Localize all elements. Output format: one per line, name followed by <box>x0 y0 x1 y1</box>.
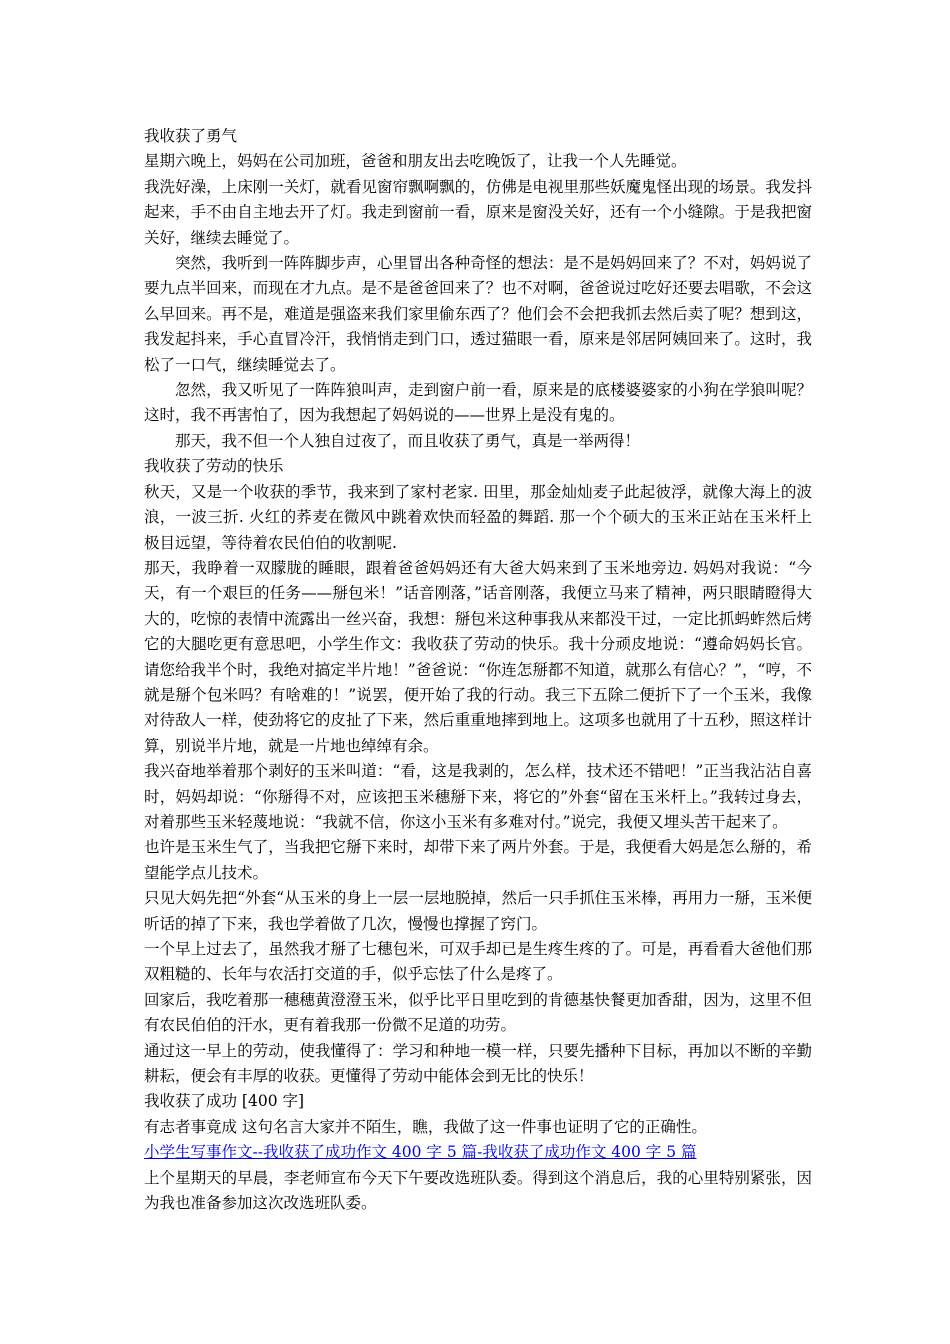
heading-courage: 我收获了勇气 <box>144 127 238 145</box>
paragraph: 忽然，我又听见了一阵阵狼叫声，走到窗户前一看，原来是的底楼婆婆家的小狗在学狼叫呢？这时，我不再害怕了，因为我想起了妈妈说的——世界上是没有鬼的。 <box>144 381 812 425</box>
paragraph: 我洗好澡，上床刚一关灯，就看见窗帘飘啊飘的，仿佛是电视里那些妖魔鬼怪出现的场景。我发抖起来，手不由自主地去开了灯。我走到窗前一看，原来是窗没关好，还有一个小缝隙。于是我把窗关好，继续去睡觉了。 <box>144 177 812 247</box>
link-line <box>144 1140 812 1165</box>
paragraph: 我兴奋地举着那个剥好的玉米叫道：“看，这是我剥的，怎么样，技术还不错吧！”正当我沾沾自喜时，妈妈却说：“你掰得不对，应该把玉米穗掰下来，将它的”外套“留在玉米杆上。”我转过身去，对着那些玉米轻蔑地说：“我就不信，你这小玉米有多难对付。”说完，我便又埋头苦干起来了。 <box>144 762 812 831</box>
paragraph: 那天，我睁着一双朦胧的睡眼，跟着爸爸妈妈还有大爸大妈来到了玉米地旁边. 妈妈对我说：“今天，有一个艰巨的任务——掰包米！”话音刚落，”话音刚落，我便立马来了精神，两只眼睛瞪得大大的，吃惊的表情中流露出一丝兴奋，我想：掰包米这种事我从来都没干过，一定比抓蚂蚱然后烤它的大腿吃更有意思吧，小学生作文：我收获了劳动的快乐。我十分顽皮地说：“遵命妈妈长官。请您给我半个时，我绝对搞定半片地！”爸爸说：“你连怎掰都不知道，就那么有信心？”，“哼，不就是掰个包米吗？有啥难的！”说罢，便开始了我的行动。我三下五除二便折下了一个玉米，我像对待敌人一样，使劲将它的皮扯了下来，然后重重地摔到地上。这项多也就用了十五秒，照这样计算，别说半片地，就是一片地也绰绰有余。 <box>144 558 812 755</box>
paragraph: 秋天，又是一个收获的季节，我来到了家村老家. 田里，那金灿灿麦子此起彼浮，就像大海上的波浪，一波三折. 火红的荞麦在微风中跳着欢快而轻盈的舞蹈. 那一个个硕大的玉米正站在玉米杆上极目远望，等待着农民伯伯的收割呢. <box>144 482 812 552</box>
paragraph: 上个星期天的早晨，李老师宣布今天下午要改选班队委。得到这个消息后，我的心里特别紧张，因为我也准备参加这次改选班队委。 <box>144 1168 812 1213</box>
paragraph: 那天，我不但一个人独自过夜了，而且收获了勇气，真是一举两得！ <box>175 431 641 450</box>
document-page <box>144 124 812 1216</box>
paragraph: 通过这一早上的劳动，使我懂得了：学习和种地一模一样，只要先播种下目标，再加以不断的辛勤耕耘，便会有丰厚的收获。更懂得了劳动中能体会到无比的快乐！ <box>144 1041 812 1086</box>
paragraph: 星期六晚上，妈妈在公司加班，爸爸和朋友出去吃晚饭了，让我一个人先睡觉。 <box>144 152 687 171</box>
paragraph: 只见大妈先把“外套“从玉米的身上一层一层地脱掉，然后一只手抓住玉米棒，再用力一掰，玉米便听话的掉了下来，我也学着做了几次，慢慢也撑握了窍门。 <box>144 889 812 933</box>
paragraph: 也许是玉米生气了，当我把它掰下来时，却带下来了两片外套。于是，我便看大妈是怎么掰的，希望能学点儿技术。 <box>144 838 812 882</box>
paragraph: 有志者事竟成 这句名言大家并不陌生，瞧，我做了这一件事也证明了它的正确性。 <box>144 1117 707 1136</box>
article-link[interactable]: 小学生写事作文--我收获了成功作文 400 字 5 篇-我收获了成功作文 400 字 5 篇 <box>144 1143 697 1162</box>
heading-labor-joy: 我收获了劳动的快乐 <box>144 457 284 476</box>
heading-success: 我收获了成功 [400 字] <box>144 1092 305 1111</box>
paragraph: 回家后，我吃着那一穗穗黄澄澄玉米，似乎比平日里吃到的肯德基快餐更加香甜，因为，这里不但有农民伯伯的汗水，更有着我那一份微不足道的功劳。 <box>144 990 812 1035</box>
paragraph: 突然，我听到一阵阵脚步声，心里冒出各种奇怪的想法：是不是妈妈回来了？不对，妈妈说了要九点半回来，而现在才九点。是不是爸爸回来了？也不对啊，爸爸说过吃好还要去唱歌，不会这么早回来。再不是，难道是强盗来我们家里偷东西了？他们会不会把我抓去然后卖了呢？想到这，我发起抖来，手心直冒冷汗，我悄悄走到门口，透过猫眼一看，原来是邻居阿姨回来了。这时，我松了一口气，继续睡觉去了。 <box>144 254 812 374</box>
paragraph: 一个早上过去了，虽然我才掰了七穗包米，可双手却已是生疼生疼的了。可是，再看看大爸他们那双粗糙的、长年与农活打交道的手，似乎忘怯了什么是疼了。 <box>144 940 812 984</box>
